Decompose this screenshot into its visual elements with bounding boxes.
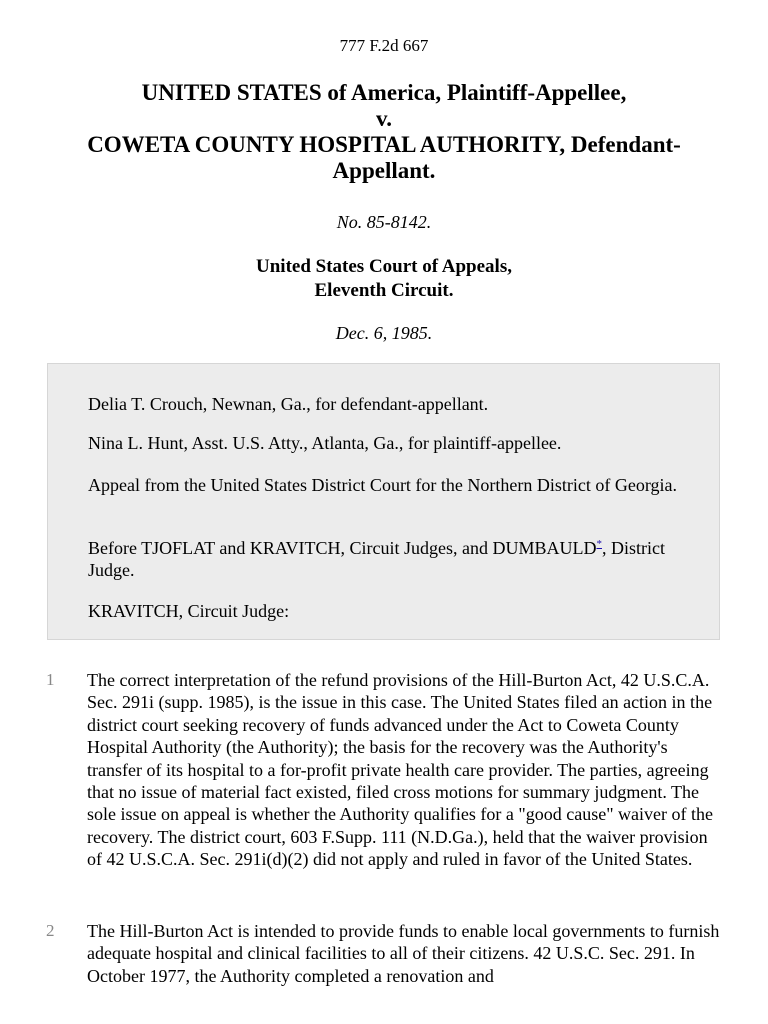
court-line-1: United States Court of Appeals, <box>256 256 512 277</box>
appeal-origin: Appeal from the United States District Court for the Northern District of Georgia. <box>88 475 678 495</box>
paragraph-text: The correct interpretation of the refund provisions of the Hill-Burton Act, 42 U.S.C.A. Sec. 291i (supp. 1985), is the issue in this case. The United States filed an action in the district court seeking recovery of funds advanced under the Act to Coweta County Hospital Authority (the Authority); the basis for the recovery was the Authority's transfer of its hospital to a for-profit private health care provider. The parties, agreeing that no issue of material fact existed, filed cross motions for summary judgment. The sole issue on appeal is whether the Authority qualifies for a "good cause" waiver of the recovery. The district court, 603 F.Supp. 111 (N.D.Ga.), held that the waiver provision of 42 U.S.C.A. Sec. 291i(d)(2) did not apply and ruled in favor of the United States. <box>87 670 714 870</box>
docket-number: No. 85-8142. <box>336 212 432 232</box>
counsel-plaintiff: Nina L. Hunt, Asst. U.S. Atty., Atlanta, Ga., for plaintiff-appellee. <box>88 433 562 453</box>
defendant-line: COWETA COUNTY HOSPITAL AUTHORITY, Defendant-Appellant. <box>87 132 681 183</box>
opinion-author: KRAVITCH, Circuit Judge: <box>88 601 290 621</box>
court-line-2: Eleventh Circuit. <box>314 280 454 301</box>
panel-before-text: Before TJOFLAT and KRAVITCH, Circuit Judges, and DUMBAULD <box>88 538 597 558</box>
case-caption <box>40 80 728 184</box>
paragraph-number: 1 <box>46 670 55 689</box>
paragraph-text: The Hill-Burton Act is intended to provide funds to enable local governments to furnish adequate hospital and clinical facilities to all of their citizens. 42 U.S.C. Sec. 291. In October 1977, the Authority completed a renovation and <box>87 921 720 986</box>
decision-date: Dec. 6, 1985. <box>335 323 433 343</box>
case-citation: 777 F.2d 667 <box>339 36 429 55</box>
court-name <box>0 255 768 303</box>
versus-line: v. <box>376 106 392 131</box>
counsel-defendant: Delia T. Crouch, Newnan, Ga., for defendant-appellant. <box>88 394 489 414</box>
paragraph-number: 2 <box>46 921 55 940</box>
plaintiff-line: UNITED STATES of America, Plaintiff-Appellee, <box>141 80 627 105</box>
footnote-link[interactable]: * <box>596 538 602 550</box>
panel-after-text: , District Judge. <box>88 538 665 580</box>
case-header-box <box>47 363 720 640</box>
panel-judges <box>88 537 688 581</box>
